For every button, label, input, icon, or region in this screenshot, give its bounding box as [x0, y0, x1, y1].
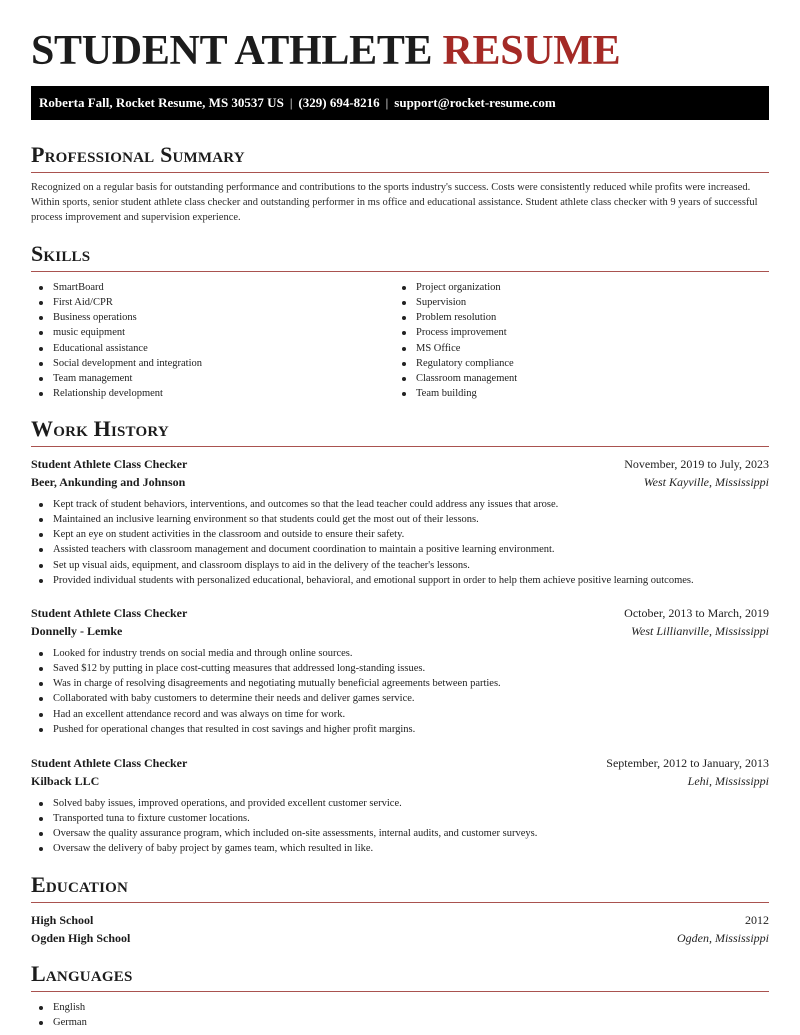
education-school: Ogden High School	[31, 931, 131, 945]
job-bullet: Solved baby issues, improved operations, and provided excellent customer service.	[31, 796, 769, 811]
section-divider	[31, 271, 769, 272]
job-location: West Kayville, Mississippi	[643, 475, 769, 489]
contact-address: Roberta Fall, Rocket Resume, MS 30537 US	[39, 95, 284, 110]
job-dates: November, 2019 to July, 2023	[624, 457, 769, 471]
skill-item: Relationship development	[31, 386, 391, 401]
skills-list-right	[394, 280, 769, 401]
job-location: Lehi, Mississippi	[687, 774, 769, 788]
skill-item: SmartBoard	[31, 280, 391, 295]
job-location: West Lillianville, Mississippi	[631, 624, 769, 638]
job-bullet: Kept track of student behaviors, interventions, and outcomes so that the lead teacher could address any issues that arose.	[31, 497, 769, 512]
job-bullet: Looked for industry trends on social media and through online sources.	[31, 646, 769, 661]
skill-item: Team management	[31, 371, 391, 386]
education-degree: High School	[31, 913, 94, 927]
education-location: Ogden, Mississippi	[676, 931, 769, 945]
skill-item: Team building	[394, 386, 769, 401]
skill-item: Social development and integration	[31, 356, 391, 371]
job-bullet: Provided individual students with personalized educational, behavioral, and emotional support in order to help them achieve positive learning outcomes.	[31, 573, 769, 588]
skill-item: Educational assistance	[31, 341, 391, 356]
education-year: 2012	[745, 913, 769, 927]
job-company: Kilback LLC	[31, 774, 100, 788]
section-divider	[31, 172, 769, 173]
languages-list	[31, 1000, 87, 1030]
job-entry	[31, 754, 769, 857]
job-bullet: Was in charge of resolving disagreements and negotiating mutually beneficial agreements between parties.	[31, 676, 769, 691]
contact-bar	[31, 86, 769, 120]
skill-item: music equipment	[31, 325, 391, 340]
skills-heading: Skills	[31, 241, 91, 266]
job-bullet: Transported tuna to fixture customer locations.	[31, 811, 769, 826]
language-item: English	[31, 1000, 87, 1015]
skill-item: Problem resolution	[394, 310, 769, 325]
contact-phone[interactable]: (329) 694-8216	[298, 95, 380, 110]
summary-heading: Professional Summary	[31, 142, 245, 167]
contact-separator: |	[385, 95, 389, 110]
job-title: Student Athlete Class Checker	[31, 756, 188, 770]
skill-item: Project organization	[394, 280, 769, 295]
skill-item: Regulatory compliance	[394, 356, 769, 371]
education-heading: Education	[31, 872, 129, 897]
contact-separator: |	[289, 95, 293, 110]
job-bullet: Collaborated with baby customers to determine their needs and deliver games service.	[31, 691, 769, 706]
languages-heading: Languages	[31, 961, 133, 986]
skill-item: First Aid/CPR	[31, 295, 391, 310]
title-main: STUDENT ATHLETE	[31, 28, 443, 74]
job-title: Student Athlete Class Checker	[31, 606, 188, 620]
job-bullet: Had an excellent attendance record and was always on time for work.	[31, 707, 769, 722]
job-bullet: Set up visual aids, equipment, and classroom displays to aid in the delivery of the teacher's lessons.	[31, 558, 769, 573]
job-bullets	[31, 497, 769, 588]
job-bullets	[31, 796, 769, 857]
job-dates: September, 2012 to January, 2013	[606, 756, 769, 770]
job-bullet: Maintained an inclusive learning environment so that students could get the most out of their lessons.	[31, 512, 769, 527]
section-divider	[31, 991, 769, 992]
section-divider	[31, 446, 769, 447]
job-title: Student Athlete Class Checker	[31, 457, 188, 471]
job-bullet: Saved $12 by putting in place cost-cutting measures that addressed long-standing issues.	[31, 661, 769, 676]
job-entry	[31, 604, 769, 737]
job-dates: October, 2013 to March, 2019	[624, 606, 769, 620]
job-bullet: Oversaw the quality assurance program, which included on-site assessments, internal audits, and customer surveys.	[31, 826, 769, 841]
language-item: German	[31, 1015, 87, 1030]
resume-title	[31, 28, 620, 74]
job-company: Donnelly - Lemke	[31, 624, 123, 638]
job-bullet: Assisted teachers with classroom management and document coordination to maintain a positive learning environment.	[31, 542, 769, 557]
job-bullets	[31, 646, 769, 737]
title-accent: RESUME	[442, 28, 621, 74]
skill-item: Supervision	[394, 295, 769, 310]
skill-item: Business operations	[31, 310, 391, 325]
job-company: Beer, Ankunding and Johnson	[31, 475, 186, 489]
job-bullet: Kept an eye on student activities in the classroom and outside to ensure their safety.	[31, 527, 769, 542]
work-history-heading: Work History	[31, 416, 169, 441]
job-entry	[31, 455, 769, 588]
contact-email[interactable]: support@rocket-resume.com	[394, 95, 556, 110]
job-bullet: Oversaw the delivery of baby project by games team, which resulted in like.	[31, 841, 769, 856]
summary-text: Recognized on a regular basis for outstanding performance and contributions to the sports industry's success. Costs were consistently reduced while profits were increased. Within sports, senior student athlete class checker and outstanding performer in ms office and educational assistance. Student athlete class checker with 9 years of successful process improvement and supervision experience.	[31, 182, 758, 224]
skill-item: Process improvement	[394, 325, 769, 340]
skill-item: MS Office	[394, 341, 769, 356]
skill-item: Classroom management	[394, 371, 769, 386]
job-bullet: Pushed for operational changes that resulted in cost savings and higher profit margins.	[31, 722, 769, 737]
section-divider	[31, 902, 769, 903]
skills-list-left	[31, 280, 391, 401]
education-entry	[31, 911, 769, 947]
